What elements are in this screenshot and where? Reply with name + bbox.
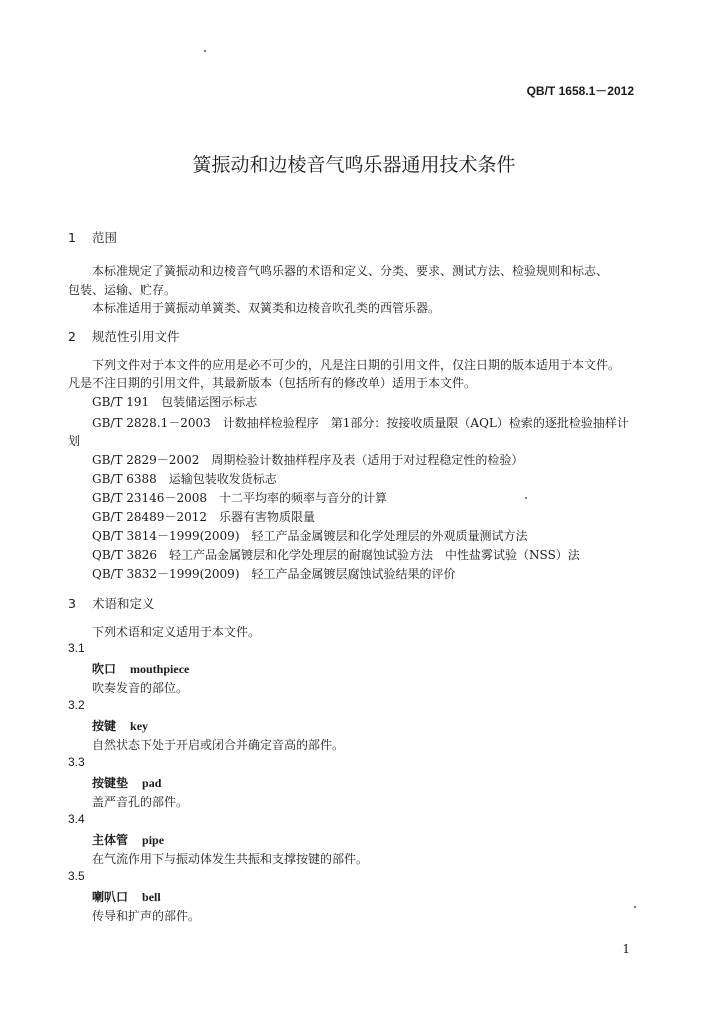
reference-item: GB/T 2829－2002 周期检验计数抽样程序及表（适用于对过程稳定性的检验）: [92, 453, 524, 467]
section-title: 术语和定义: [92, 596, 155, 611]
paragraph: 下列文件对于本文件的应用是必不可少的，凡是注日期的引用文件，仅注日期的版本适用于本文件。: [92, 358, 621, 372]
term-heading: [92, 888, 161, 905]
term-number: 3.4: [68, 812, 85, 826]
term-definition: 在气流作用下与振动体发生共振和支撑按键的部件。: [92, 852, 369, 866]
standard-number: QB/T 1658.1－2012: [526, 84, 634, 98]
reference-continuation: 划: [68, 434, 81, 448]
paragraph: 本标准适用于簧振动单簧类、双簧类和边棱音吹孔类的西管乐器。: [92, 301, 441, 315]
section-number: 3: [68, 596, 76, 611]
scan-speck: [204, 50, 206, 52]
scan-speck: [634, 906, 636, 908]
term-heading: [92, 831, 164, 848]
paragraph: 包装、运输、贮存。: [68, 283, 177, 297]
term-definition: 传导和扩声的部件。: [92, 909, 201, 923]
term-en: pad: [142, 776, 162, 790]
page-number: 1: [622, 942, 630, 956]
term-number: 3.1: [68, 641, 85, 655]
term-cn: 主体管: [92, 833, 129, 847]
term-definition: 自然状态下处于开启或闭合并确定音高的部件。: [92, 738, 345, 752]
document-title: 簧振动和边棱音气鸣乐器通用技术条件: [192, 154, 516, 176]
reference-item: QB/T 3814－1999(2009) 轻工产品金属镀层和化学处理层的外观质量测试方法: [92, 529, 528, 543]
term-en: pipe: [142, 833, 165, 847]
term-definition: 吹奏发音的部位。: [92, 681, 189, 695]
scan-speck: [525, 497, 527, 499]
section-number: 1: [68, 230, 76, 245]
paragraph: 凡是不注日期的引用文件，其最新版本（包括所有的修改单）适用于本文件。: [68, 376, 477, 390]
term-number: 3.2: [68, 698, 85, 712]
term-heading: [92, 774, 161, 791]
section-1-heading: [68, 228, 117, 246]
reference-item: GB/T 2828.1－2003 计数抽样检验程序 第1部分：按接收质量限（AQL）检索的逐批检验抽样计: [92, 416, 629, 430]
term-cn: 吹口: [92, 662, 117, 676]
paragraph: 本标准规定了簧振动和边棱音气鸣乐器的术语和定义、分类、要求、测试方法、检验规则和标志、: [92, 264, 609, 278]
term-heading: [92, 660, 189, 677]
term-en: bell: [142, 890, 161, 904]
term-en: mouthpiece: [130, 662, 190, 676]
section-3-heading: [68, 594, 155, 612]
term-number: 3.5: [68, 869, 85, 883]
reference-item: GB/T 23146－2008 十二平均率的频率与音分的计算: [92, 491, 387, 505]
term-cn: 喇叭口: [92, 890, 129, 904]
reference-item: GB/T 6388 运输包装收发货标志: [92, 472, 277, 486]
section-2-heading: [68, 327, 180, 345]
section-title: 规范性引用文件: [92, 329, 180, 344]
paragraph: 下列术语和定义适用于本文件。: [92, 625, 261, 639]
term-heading: [92, 717, 148, 734]
reference-item: GB/T 191 包装储运图示标志: [92, 395, 258, 409]
section-title: 范围: [92, 230, 118, 245]
reference-item: QB/T 3832－1999(2009) 轻工产品金属镀层腐蚀试验结果的评价: [92, 567, 456, 581]
term-number: 3.3: [68, 755, 85, 769]
term-definition: 盖严音孔的部件。: [92, 795, 189, 809]
reference-item: QB/T 3826 轻工产品金属镀层和化学处理层的耐腐蚀试验方法 中性盐雾试验（NSS）法: [92, 548, 580, 562]
section-number: 2: [68, 329, 76, 344]
term-en: key: [130, 719, 149, 733]
term-cn: 按键垫: [92, 776, 129, 790]
reference-item: GB/T 28489－2012 乐器有害物质限量: [92, 510, 315, 524]
term-cn: 按键: [92, 719, 117, 733]
